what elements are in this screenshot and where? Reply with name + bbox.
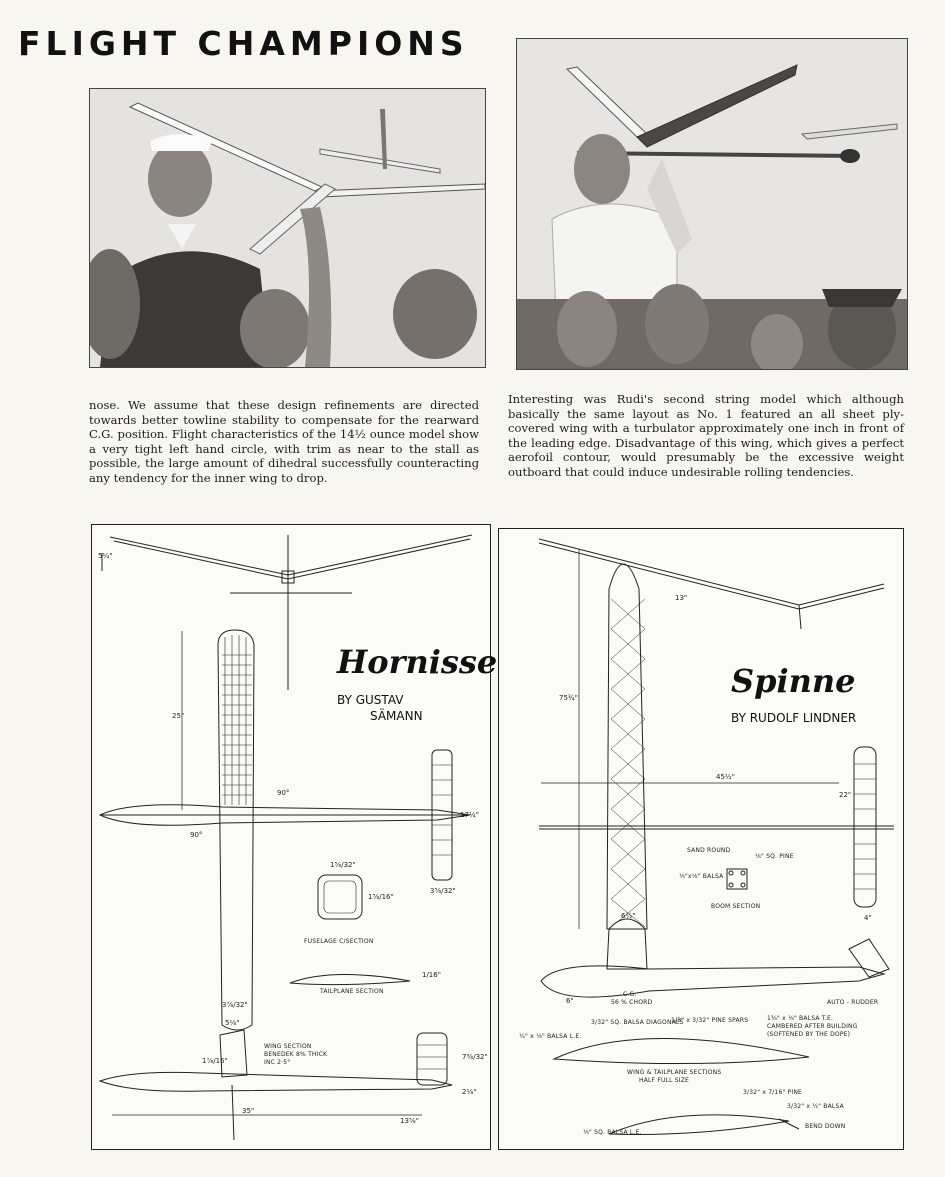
plan-title: Spinne (731, 662, 856, 700)
dimension-label: 2⅛" (462, 1088, 477, 1096)
annotation-label: HALF FULL SIZE (639, 1077, 690, 1084)
dimension-label: 7⅜/32" (462, 1053, 488, 1061)
annotation-label: BEND DOWN (805, 1123, 846, 1130)
dimension-label: 3⅝/32" (430, 887, 456, 895)
photo-hornisse-winner (89, 88, 486, 368)
dimension-label: 45½" (716, 773, 735, 781)
annotation-label: 3/32" x 7/16" PINE (743, 1089, 803, 1096)
dimension-label: 75¾" (559, 694, 578, 702)
plan-spinne (498, 528, 904, 1150)
dimension-label: 1⅞/16" (202, 1057, 228, 1065)
annotation-label: 3/32" x ½" BALSA (787, 1103, 844, 1110)
dimension-label: 22" (839, 791, 852, 799)
body-text-right: Interesting was Rudi's second string model which although basically the same layout as No. 1 featured an all sheet ply-covered wing with a turbulator approximately one inch in front of the leading edge. Disadvantage of this wing, which gives a perfect aerofoil contour, would presumably be the excessive weight outboard that could induce undesirable rolling tendencies. (508, 392, 904, 479)
dimension-label: 35" (242, 1107, 255, 1115)
annotation-label: TAILPLANE SECTION (320, 988, 384, 995)
dimension-label: 5⅛" (225, 1019, 240, 1027)
dimension-label: 17¼" (460, 811, 479, 819)
body-text-left: nose. We assume that these design refinements are directed towards better towline stability to compensate for the rearward C.G. position. Flight characteristics of the 14½ ounce model show a very tight left hand circle, with trim as near to the stall as possible, the large amount of dihedral successfully counteracting any tendency for the inner wing to drop. (89, 398, 479, 485)
plan-byline: SÄMANN (370, 709, 423, 723)
dimension-label: 6½" (621, 912, 636, 920)
plan-drawing (499, 529, 903, 1149)
dimension-label: 1⅝/16" (368, 893, 394, 901)
plan-byline: BY RUDOLF LINDNER (731, 711, 857, 725)
annotation-label: WING SECTION (264, 1043, 312, 1050)
photo-image (90, 89, 485, 367)
photo-spinne-winner (516, 38, 908, 370)
dimension-label: 1⅝/32" (330, 861, 356, 869)
annotation-label: 3/32" SQ. BALSA DIAGONALS (591, 1019, 684, 1026)
annotation-label: C.G. (623, 991, 637, 998)
plan-title: Hornisse (337, 643, 498, 681)
annotation-label: WING & TAILPLANE SECTIONS (627, 1069, 722, 1076)
dimension-label: 13⅝" (400, 1117, 419, 1125)
annotation-label: BENEDEK 8% THICK (264, 1051, 328, 1058)
dimension-label: 1/16" (422, 971, 441, 979)
dimension-label: 90° (190, 831, 203, 839)
annotation-label: (SOFTENED BY THE DOPE) (767, 1031, 851, 1038)
annotation-label: INC 2·5° (264, 1059, 291, 1066)
annotation-label: FUSELAGE C/SECTION (304, 938, 374, 945)
dimension-label: 6" (566, 997, 574, 1005)
annotation-label: ⅛"x⅛" BALSA (679, 873, 724, 880)
page-heading: FLIGHT CHAMPIONS (18, 24, 469, 63)
plan-byline: BY GUSTAV (337, 693, 404, 707)
dimension-label: 25" (172, 712, 185, 720)
dimension-label: 13" (675, 594, 688, 602)
annotation-label: CAMBERED AFTER BUILDING (767, 1023, 858, 1030)
annotation-label: 1/8" x 3/32" PINE SPARS (671, 1017, 749, 1024)
dimension-label: 90° (277, 789, 290, 797)
annotation-label: 56 % CHORD (611, 999, 653, 1006)
annotation-label: AUTO - RUDDER (827, 999, 879, 1006)
photo-image (517, 39, 907, 369)
dimension-label: 5¼" (98, 552, 113, 560)
annotation-label: 1⅜" x ⅛" BALSA T.E. (767, 1015, 834, 1022)
annotation-label: SAND ROUND (687, 847, 731, 854)
annotation-label: ⅛" SQ. BALSA L.E. (583, 1129, 642, 1136)
plan-hornisse (91, 524, 498, 1150)
annotation-label: BOOM SECTION (711, 903, 761, 910)
annotation-label: ¼" x ⅛" BALSA L.E. (519, 1033, 582, 1040)
annotation-label: ⅛" SQ. PINE (755, 853, 794, 860)
dimension-label: 3⅞/32" (222, 1001, 248, 1009)
dimension-label: 4" (864, 914, 872, 922)
